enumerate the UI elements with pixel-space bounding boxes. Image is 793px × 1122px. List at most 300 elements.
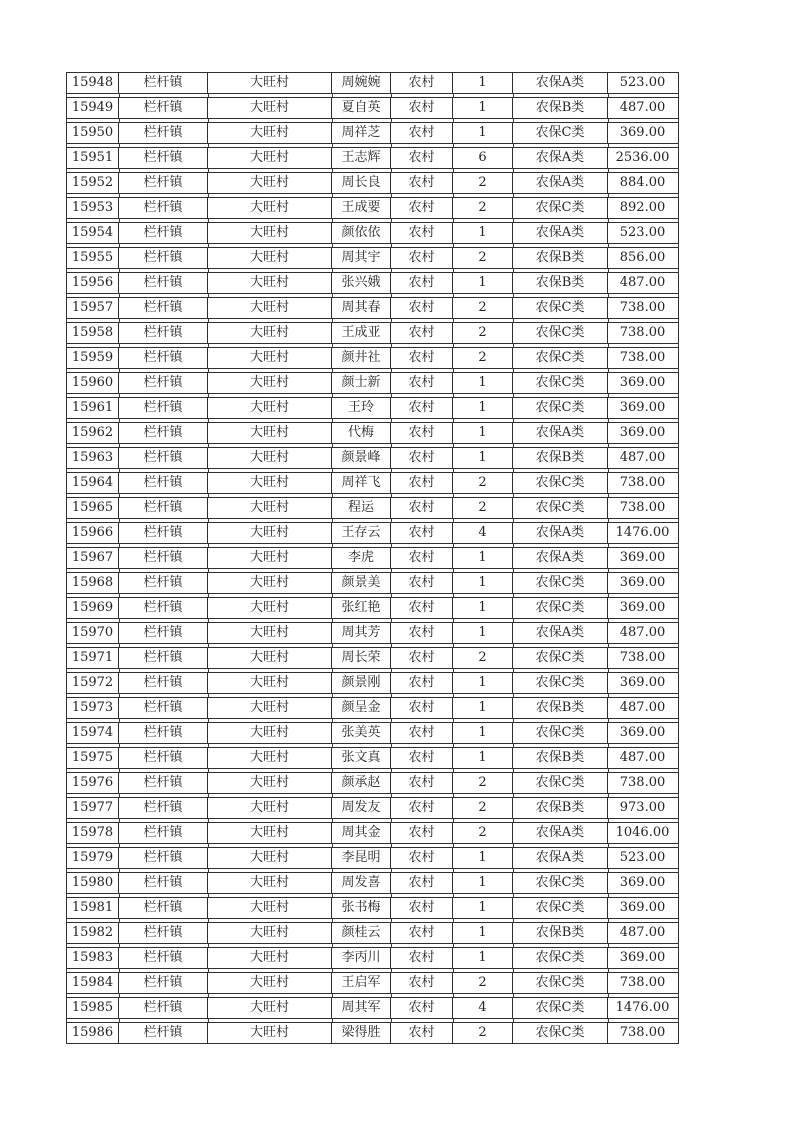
table-row bbox=[66, 172, 679, 194]
cell-person-name: 李昆明 bbox=[332, 848, 391, 868]
cell-category: 农村 bbox=[391, 673, 453, 693]
cell-record-id: 15964 bbox=[67, 473, 119, 493]
cell-amount: 369.00 bbox=[619, 400, 666, 415]
cell-record-id: 15967 bbox=[67, 548, 119, 568]
cell-category: 农村 bbox=[391, 598, 453, 618]
cell-person-count: 2 bbox=[453, 773, 513, 793]
cell-village: 大旺村 bbox=[208, 923, 332, 943]
cell-village: 大旺村 bbox=[208, 298, 332, 318]
cell-person-count: 2 bbox=[453, 648, 513, 668]
cell-village: 大旺村 bbox=[208, 473, 332, 493]
cell-category: 农村 bbox=[391, 373, 453, 393]
cell-category: 农村 bbox=[391, 873, 453, 893]
cell-amount: 856.00 bbox=[619, 250, 666, 265]
cell-insurance-type: 农保A类 bbox=[513, 423, 608, 443]
cell-town: 栏杆镇 bbox=[119, 498, 208, 518]
cell-person-name: 王成要 bbox=[332, 198, 391, 218]
cell-person-count: 1 bbox=[453, 848, 513, 868]
cell-record-id: 15986 bbox=[67, 1023, 119, 1043]
cell-category: 农村 bbox=[391, 698, 453, 718]
cell-insurance-type: 农保C类 bbox=[513, 348, 608, 368]
table-row bbox=[66, 847, 679, 869]
cell-record-id: 15959 bbox=[67, 348, 119, 368]
cell-category: 农村 bbox=[391, 198, 453, 218]
table-row bbox=[66, 722, 679, 744]
cell-town: 栏杆镇 bbox=[119, 248, 208, 268]
cell-person-name: 颜景刚 bbox=[332, 673, 391, 693]
cell-record-id: 15953 bbox=[67, 198, 119, 218]
table-row bbox=[66, 372, 679, 394]
table-row bbox=[66, 597, 679, 619]
cell-category: 农村 bbox=[391, 248, 453, 268]
cell-record-id: 15970 bbox=[67, 623, 119, 643]
cell-category: 农村 bbox=[391, 423, 453, 443]
cell-category: 农村 bbox=[391, 473, 453, 493]
cell-person-name: 颜景美 bbox=[332, 573, 391, 593]
cell-person-name: 颜桂云 bbox=[332, 923, 391, 943]
cell-village: 大旺村 bbox=[208, 748, 332, 768]
cell-person-count: 1 bbox=[453, 923, 513, 943]
cell-village: 大旺村 bbox=[208, 723, 332, 743]
cell-insurance-type: 农保A类 bbox=[513, 148, 608, 168]
cell-amount: 738.00 bbox=[619, 325, 666, 340]
cell-record-id: 15951 bbox=[67, 148, 119, 168]
cell-insurance-type: 农保C类 bbox=[513, 573, 608, 593]
cell-insurance-type: 农保B类 bbox=[513, 748, 608, 768]
table-row bbox=[66, 797, 679, 819]
cell-person-count: 1 bbox=[453, 748, 513, 768]
cell-person-name: 颜依依 bbox=[332, 223, 391, 243]
cell-category: 农村 bbox=[391, 823, 453, 843]
table-row bbox=[66, 497, 679, 519]
cell-category: 农村 bbox=[391, 1023, 453, 1043]
cell-person-name: 周婉婉 bbox=[332, 73, 391, 93]
cell-record-id: 15948 bbox=[67, 73, 119, 93]
cell-insurance-type: 农保B类 bbox=[513, 273, 608, 293]
cell-insurance-type: 农保C类 bbox=[513, 948, 608, 968]
cell-town: 栏杆镇 bbox=[119, 548, 208, 568]
cell-person-count: 1 bbox=[453, 948, 513, 968]
cell-category: 农村 bbox=[391, 123, 453, 143]
cell-town: 栏杆镇 bbox=[119, 998, 208, 1018]
cell-category: 农村 bbox=[391, 623, 453, 643]
cell-village: 大旺村 bbox=[208, 173, 332, 193]
cell-category: 农村 bbox=[391, 573, 453, 593]
cell-insurance-type: 农保C类 bbox=[513, 998, 608, 1018]
cell-insurance-type: 农保A类 bbox=[513, 223, 608, 243]
cell-record-id: 15983 bbox=[67, 948, 119, 968]
cell-village: 大旺村 bbox=[208, 273, 332, 293]
cell-amount: 369.00 bbox=[619, 125, 666, 140]
cell-town: 栏杆镇 bbox=[119, 373, 208, 393]
cell-category: 农村 bbox=[391, 998, 453, 1018]
cell-insurance-type: 农保B类 bbox=[513, 448, 608, 468]
cell-person-name: 周发喜 bbox=[332, 873, 391, 893]
cell-amount: 523.00 bbox=[619, 225, 666, 240]
table-row bbox=[66, 72, 679, 94]
cell-insurance-type: 农保C类 bbox=[513, 373, 608, 393]
cell-person-name: 周长良 bbox=[332, 173, 391, 193]
cell-person-count: 1 bbox=[453, 448, 513, 468]
cell-person-name: 王成亚 bbox=[332, 323, 391, 343]
cell-town: 栏杆镇 bbox=[119, 648, 208, 668]
cell-village: 大旺村 bbox=[208, 348, 332, 368]
cell-amount: 1476.00 bbox=[615, 525, 670, 540]
cell-person-count: 1 bbox=[453, 98, 513, 118]
cell-amount: 487.00 bbox=[619, 925, 666, 940]
cell-person-count: 2 bbox=[453, 798, 513, 818]
cell-town: 栏杆镇 bbox=[119, 273, 208, 293]
cell-record-id: 15965 bbox=[67, 498, 119, 518]
table-row bbox=[66, 822, 679, 844]
cell-person-name: 王玲 bbox=[332, 398, 391, 418]
cell-person-name: 王存云 bbox=[332, 523, 391, 543]
cell-category: 农村 bbox=[391, 348, 453, 368]
cell-person-count: 1 bbox=[453, 723, 513, 743]
cell-amount: 369.00 bbox=[619, 375, 666, 390]
cell-amount: 973.00 bbox=[619, 800, 666, 815]
cell-person-count: 2 bbox=[453, 1023, 513, 1043]
cell-amount: 738.00 bbox=[619, 500, 666, 515]
cell-person-name: 周其宇 bbox=[332, 248, 391, 268]
cell-village: 大旺村 bbox=[208, 648, 332, 668]
table-row bbox=[66, 122, 679, 144]
cell-town: 栏杆镇 bbox=[119, 73, 208, 93]
cell-record-id: 15966 bbox=[67, 523, 119, 543]
cell-village: 大旺村 bbox=[208, 573, 332, 593]
table-row bbox=[66, 872, 679, 894]
cell-person-name: 夏自英 bbox=[332, 98, 391, 118]
cell-record-id: 15972 bbox=[67, 673, 119, 693]
cell-village: 大旺村 bbox=[208, 673, 332, 693]
table-row bbox=[66, 972, 679, 994]
cell-insurance-type: 农保B类 bbox=[513, 248, 608, 268]
cell-person-count: 4 bbox=[453, 998, 513, 1018]
cell-person-name: 颜呈金 bbox=[332, 698, 391, 718]
cell-category: 农村 bbox=[391, 548, 453, 568]
cell-insurance-type: 农保C类 bbox=[513, 673, 608, 693]
cell-person-name: 周其军 bbox=[332, 998, 391, 1018]
cell-person-name: 李丙川 bbox=[332, 948, 391, 968]
cell-amount: 369.00 bbox=[619, 725, 666, 740]
cell-insurance-type: 农保B类 bbox=[513, 798, 608, 818]
cell-record-id: 15957 bbox=[67, 298, 119, 318]
table-row bbox=[66, 197, 679, 219]
cell-record-id: 15956 bbox=[67, 273, 119, 293]
cell-insurance-type: 农保C类 bbox=[513, 973, 608, 993]
cell-person-count: 4 bbox=[453, 523, 513, 543]
cell-amount: 738.00 bbox=[619, 975, 666, 990]
cell-person-count: 1 bbox=[453, 273, 513, 293]
cell-town: 栏杆镇 bbox=[119, 473, 208, 493]
cell-village: 大旺村 bbox=[208, 73, 332, 93]
table-row bbox=[66, 672, 679, 694]
cell-person-count: 2 bbox=[453, 348, 513, 368]
cell-town: 栏杆镇 bbox=[119, 573, 208, 593]
cell-person-count: 1 bbox=[453, 873, 513, 893]
cell-town: 栏杆镇 bbox=[119, 773, 208, 793]
cell-town: 栏杆镇 bbox=[119, 523, 208, 543]
cell-person-count: 2 bbox=[453, 248, 513, 268]
cell-category: 农村 bbox=[391, 723, 453, 743]
table-row bbox=[66, 247, 679, 269]
cell-person-name: 周祥飞 bbox=[332, 473, 391, 493]
table-row bbox=[66, 547, 679, 569]
cell-amount: 1046.00 bbox=[615, 825, 670, 840]
cell-category: 农村 bbox=[391, 523, 453, 543]
table-row bbox=[66, 772, 679, 794]
cell-record-id: 15955 bbox=[67, 248, 119, 268]
cell-town: 栏杆镇 bbox=[119, 223, 208, 243]
table-row bbox=[66, 97, 679, 119]
cell-amount: 892.00 bbox=[619, 200, 666, 215]
cell-person-name: 颜承赵 bbox=[332, 773, 391, 793]
cell-village: 大旺村 bbox=[208, 448, 332, 468]
cell-person-name: 颜士新 bbox=[332, 373, 391, 393]
cell-person-count: 2 bbox=[453, 298, 513, 318]
cell-village: 大旺村 bbox=[208, 848, 332, 868]
cell-amount: 738.00 bbox=[619, 300, 666, 315]
cell-village: 大旺村 bbox=[208, 548, 332, 568]
table-row bbox=[66, 747, 679, 769]
cell-town: 栏杆镇 bbox=[119, 173, 208, 193]
cell-person-count: 2 bbox=[453, 198, 513, 218]
cell-amount: 738.00 bbox=[619, 775, 666, 790]
cell-amount: 487.00 bbox=[619, 275, 666, 290]
cell-person-name: 周其春 bbox=[332, 298, 391, 318]
cell-person-name: 梁得胜 bbox=[332, 1023, 391, 1043]
table-row bbox=[66, 572, 679, 594]
cell-town: 栏杆镇 bbox=[119, 198, 208, 218]
cell-village: 大旺村 bbox=[208, 423, 332, 443]
cell-amount: 2536.00 bbox=[615, 150, 670, 165]
cell-amount: 523.00 bbox=[619, 75, 666, 90]
cell-record-id: 15950 bbox=[67, 123, 119, 143]
cell-village: 大旺村 bbox=[208, 948, 332, 968]
cell-village: 大旺村 bbox=[208, 898, 332, 918]
cell-amount: 369.00 bbox=[619, 875, 666, 890]
cell-insurance-type: 农保C类 bbox=[513, 648, 608, 668]
cell-category: 农村 bbox=[391, 148, 453, 168]
cell-insurance-type: 农保C类 bbox=[513, 398, 608, 418]
cell-insurance-type: 农保C类 bbox=[513, 323, 608, 343]
cell-amount: 369.00 bbox=[619, 600, 666, 615]
cell-village: 大旺村 bbox=[208, 223, 332, 243]
cell-person-count: 1 bbox=[453, 598, 513, 618]
cell-insurance-type: 农保B类 bbox=[513, 923, 608, 943]
cell-village: 大旺村 bbox=[208, 523, 332, 543]
cell-village: 大旺村 bbox=[208, 323, 332, 343]
cell-town: 栏杆镇 bbox=[119, 398, 208, 418]
cell-village: 大旺村 bbox=[208, 148, 332, 168]
cell-town: 栏杆镇 bbox=[119, 348, 208, 368]
cell-person-count: 1 bbox=[453, 223, 513, 243]
cell-insurance-type: 农保A类 bbox=[513, 173, 608, 193]
cell-record-id: 15963 bbox=[67, 448, 119, 468]
cell-insurance-type: 农保C类 bbox=[513, 723, 608, 743]
cell-insurance-type: 农保C类 bbox=[513, 298, 608, 318]
cell-insurance-type: 农保B类 bbox=[513, 698, 608, 718]
cell-category: 农村 bbox=[391, 898, 453, 918]
cell-town: 栏杆镇 bbox=[119, 673, 208, 693]
cell-category: 农村 bbox=[391, 648, 453, 668]
table-row bbox=[66, 697, 679, 719]
cell-insurance-type: 农保A类 bbox=[513, 548, 608, 568]
cell-record-id: 15979 bbox=[67, 848, 119, 868]
cell-record-id: 15973 bbox=[67, 698, 119, 718]
cell-town: 栏杆镇 bbox=[119, 698, 208, 718]
cell-person-name: 张书梅 bbox=[332, 898, 391, 918]
cell-amount: 738.00 bbox=[619, 1025, 666, 1040]
cell-village: 大旺村 bbox=[208, 973, 332, 993]
cell-category: 农村 bbox=[391, 973, 453, 993]
cell-insurance-type: 农保B类 bbox=[513, 98, 608, 118]
cell-amount: 487.00 bbox=[619, 700, 666, 715]
cell-person-name: 周祥芝 bbox=[332, 123, 391, 143]
cell-record-id: 15971 bbox=[67, 648, 119, 668]
cell-person-count: 1 bbox=[453, 698, 513, 718]
cell-village: 大旺村 bbox=[208, 398, 332, 418]
cell-village: 大旺村 bbox=[208, 873, 332, 893]
cell-person-count: 1 bbox=[453, 423, 513, 443]
cell-town: 栏杆镇 bbox=[119, 598, 208, 618]
cell-town: 栏杆镇 bbox=[119, 848, 208, 868]
cell-town: 栏杆镇 bbox=[119, 148, 208, 168]
cell-category: 农村 bbox=[391, 223, 453, 243]
cell-amount: 738.00 bbox=[619, 350, 666, 365]
cell-record-id: 15954 bbox=[67, 223, 119, 243]
table-row bbox=[66, 222, 679, 244]
cell-record-id: 15980 bbox=[67, 873, 119, 893]
cell-category: 农村 bbox=[391, 398, 453, 418]
cell-person-count: 1 bbox=[453, 398, 513, 418]
table-row bbox=[66, 447, 679, 469]
cell-amount: 523.00 bbox=[619, 850, 666, 865]
cell-amount: 1476.00 bbox=[615, 1000, 670, 1015]
cell-category: 农村 bbox=[391, 498, 453, 518]
table-row bbox=[66, 322, 679, 344]
cell-town: 栏杆镇 bbox=[119, 748, 208, 768]
cell-insurance-type: 农保C类 bbox=[513, 498, 608, 518]
cell-person-count: 2 bbox=[453, 473, 513, 493]
cell-person-name: 王启军 bbox=[332, 973, 391, 993]
cell-person-name: 程运 bbox=[332, 498, 391, 518]
cell-person-count: 2 bbox=[453, 973, 513, 993]
cell-person-name: 颜井社 bbox=[332, 348, 391, 368]
cell-village: 大旺村 bbox=[208, 498, 332, 518]
cell-record-id: 15949 bbox=[67, 98, 119, 118]
cell-village: 大旺村 bbox=[208, 698, 332, 718]
cell-record-id: 15984 bbox=[67, 973, 119, 993]
cell-category: 农村 bbox=[391, 848, 453, 868]
cell-person-count: 1 bbox=[453, 673, 513, 693]
cell-town: 栏杆镇 bbox=[119, 823, 208, 843]
table-row bbox=[66, 272, 679, 294]
table-row bbox=[66, 522, 679, 544]
cell-village: 大旺村 bbox=[208, 98, 332, 118]
cell-record-id: 15982 bbox=[67, 923, 119, 943]
table-row bbox=[66, 897, 679, 919]
cell-amount: 369.00 bbox=[619, 900, 666, 915]
cell-person-count: 2 bbox=[453, 823, 513, 843]
cell-insurance-type: 农保A类 bbox=[513, 73, 608, 93]
cell-person-count: 1 bbox=[453, 373, 513, 393]
cell-record-id: 15976 bbox=[67, 773, 119, 793]
cell-record-id: 15968 bbox=[67, 573, 119, 593]
cell-insurance-type: 农保C类 bbox=[513, 598, 608, 618]
cell-town: 栏杆镇 bbox=[119, 723, 208, 743]
table-row bbox=[66, 397, 679, 419]
cell-town: 栏杆镇 bbox=[119, 948, 208, 968]
cell-person-count: 1 bbox=[453, 623, 513, 643]
cell-town: 栏杆镇 bbox=[119, 448, 208, 468]
cell-village: 大旺村 bbox=[208, 373, 332, 393]
table-row bbox=[66, 947, 679, 969]
cell-category: 农村 bbox=[391, 798, 453, 818]
cell-amount: 738.00 bbox=[619, 650, 666, 665]
table-row bbox=[66, 347, 679, 369]
cell-record-id: 15958 bbox=[67, 323, 119, 343]
cell-record-id: 15981 bbox=[67, 898, 119, 918]
cell-insurance-type: 农保A类 bbox=[513, 848, 608, 868]
cell-category: 农村 bbox=[391, 448, 453, 468]
cell-village: 大旺村 bbox=[208, 598, 332, 618]
cell-town: 栏杆镇 bbox=[119, 898, 208, 918]
cell-village: 大旺村 bbox=[208, 123, 332, 143]
cell-town: 栏杆镇 bbox=[119, 623, 208, 643]
table-row bbox=[66, 297, 679, 319]
cell-record-id: 15969 bbox=[67, 598, 119, 618]
cell-insurance-type: 农保C类 bbox=[513, 1023, 608, 1043]
cell-person-name: 张红艳 bbox=[332, 598, 391, 618]
beneficiary-table bbox=[66, 72, 679, 1044]
table-row bbox=[66, 147, 679, 169]
table-row bbox=[66, 1022, 679, 1044]
cell-person-count: 2 bbox=[453, 173, 513, 193]
cell-record-id: 15985 bbox=[67, 998, 119, 1018]
cell-village: 大旺村 bbox=[208, 823, 332, 843]
cell-village: 大旺村 bbox=[208, 998, 332, 1018]
cell-insurance-type: 农保C类 bbox=[513, 773, 608, 793]
cell-category: 农村 bbox=[391, 98, 453, 118]
cell-town: 栏杆镇 bbox=[119, 873, 208, 893]
cell-category: 农村 bbox=[391, 73, 453, 93]
cell-insurance-type: 农保A类 bbox=[513, 523, 608, 543]
cell-amount: 369.00 bbox=[619, 550, 666, 565]
cell-village: 大旺村 bbox=[208, 198, 332, 218]
table-row bbox=[66, 647, 679, 669]
cell-record-id: 15952 bbox=[67, 173, 119, 193]
cell-record-id: 15960 bbox=[67, 373, 119, 393]
cell-insurance-type: 农保C类 bbox=[513, 198, 608, 218]
cell-person-name: 代梅 bbox=[332, 423, 391, 443]
cell-person-name: 李虎 bbox=[332, 548, 391, 568]
cell-record-id: 15975 bbox=[67, 748, 119, 768]
cell-person-count: 1 bbox=[453, 573, 513, 593]
cell-person-name: 王志辉 bbox=[332, 148, 391, 168]
cell-amount: 369.00 bbox=[619, 675, 666, 690]
cell-town: 栏杆镇 bbox=[119, 298, 208, 318]
cell-person-count: 6 bbox=[453, 148, 513, 168]
cell-record-id: 15962 bbox=[67, 423, 119, 443]
cell-amount: 487.00 bbox=[619, 450, 666, 465]
cell-town: 栏杆镇 bbox=[119, 923, 208, 943]
cell-person-name: 周其芳 bbox=[332, 623, 391, 643]
cell-record-id: 15978 bbox=[67, 823, 119, 843]
cell-record-id: 15961 bbox=[67, 398, 119, 418]
cell-category: 农村 bbox=[391, 748, 453, 768]
cell-amount: 369.00 bbox=[619, 575, 666, 590]
